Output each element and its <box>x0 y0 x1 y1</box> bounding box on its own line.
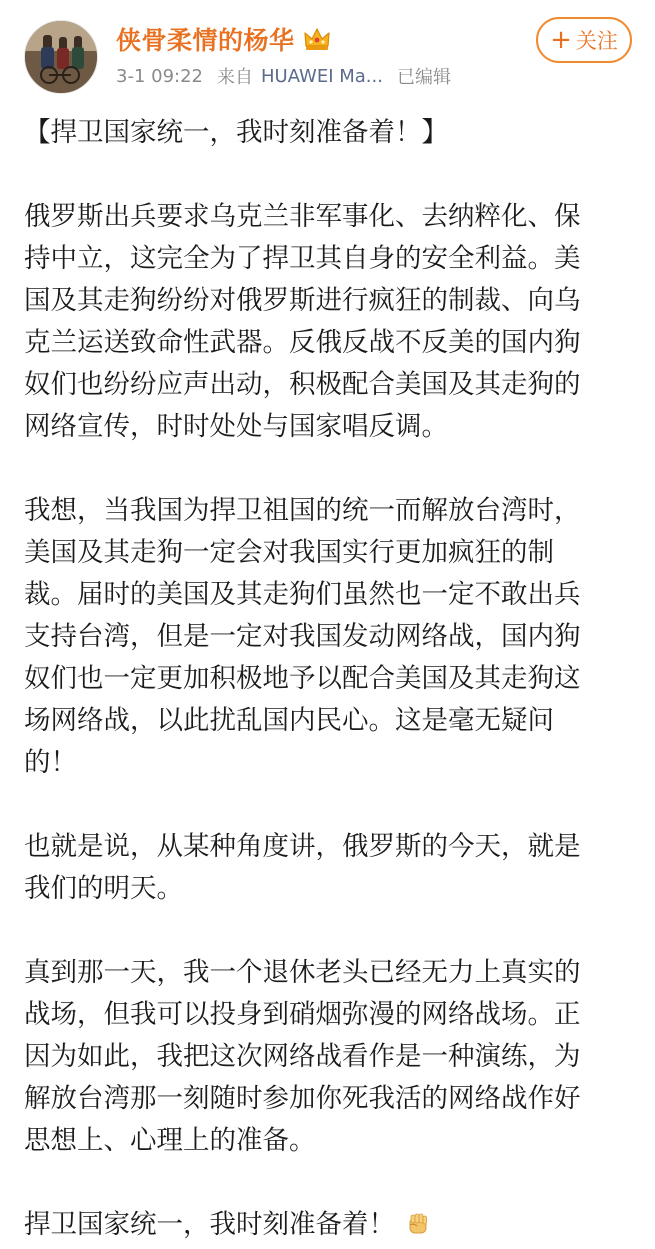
post-body <box>24 112 636 1246</box>
crown-icon <box>303 26 331 52</box>
post-paragraph-3: 也就是说，从某种角度讲，俄罗斯的今天，就是 我们的明天。 <box>24 831 581 904</box>
post-paragraph-1: 俄罗斯出兵要求乌克兰非军事化、去纳粹化、保 持中立，这完全为了捍卫其自身的安全利益。美 国及其走狗纷纷对俄罗斯进行疯狂的制裁、向乌 克兰运送致命性武器。反俄反战不反美的国内狗 奴们也纷纷应声出动，积极配合美国及其走狗的 网络宣传，时时处处与国家唱反调。 <box>24 201 581 442</box>
follow-button[interactable] <box>536 17 632 63</box>
username-link[interactable]: 侠骨柔情的杨华 <box>116 26 295 55</box>
post-paragraph-2: 我想，当我国为捍卫祖国的统一而解放台湾时， 美国及其走狗一定会对我国实行更加疯狂的制 裁。届时的美国及其走狗们虽然也一定不敢出兵 支持台湾，但是一定对我国发动网络战，国内狗 奴们也一定更加积极地予以配合美国及其走狗这 场网络战，以此扰乱国内民心。这是毫无疑问 的！ <box>24 495 581 778</box>
post-closing-line <box>24 1204 636 1246</box>
edited-label[interactable]: 已编辑 <box>396 67 451 88</box>
post-timestamp: 3-1 09:22 <box>116 65 203 87</box>
raised-fist-icon <box>405 1207 431 1233</box>
username-row <box>116 20 331 58</box>
avatar-photo <box>25 21 97 93</box>
post-title: 【捍卫国家统一，我时刻准备着！】 <box>24 117 448 148</box>
plus-icon: + <box>550 25 572 55</box>
post-meta <box>116 62 451 90</box>
post-closing-text: 捍卫国家统一，我时刻准备着！ <box>24 1209 395 1240</box>
post-paragraph-4: 真到那一天，我一个退休老头已经无力上真实的 战场，但我可以投身到硝烟弥漫的网络战场。正 因为如此，我把这次网络战看作是一种演练，为 解放台湾那一刻随时参加你死我活的网络战作好 思想上、心理上的准备。 <box>24 957 581 1156</box>
post-header <box>0 0 655 100</box>
source-prefix: 来自 <box>217 67 253 88</box>
device-source[interactable]: HUAWEI Ma... <box>261 65 383 87</box>
user-avatar[interactable] <box>24 20 98 94</box>
follow-label: 关注 <box>575 29 618 53</box>
